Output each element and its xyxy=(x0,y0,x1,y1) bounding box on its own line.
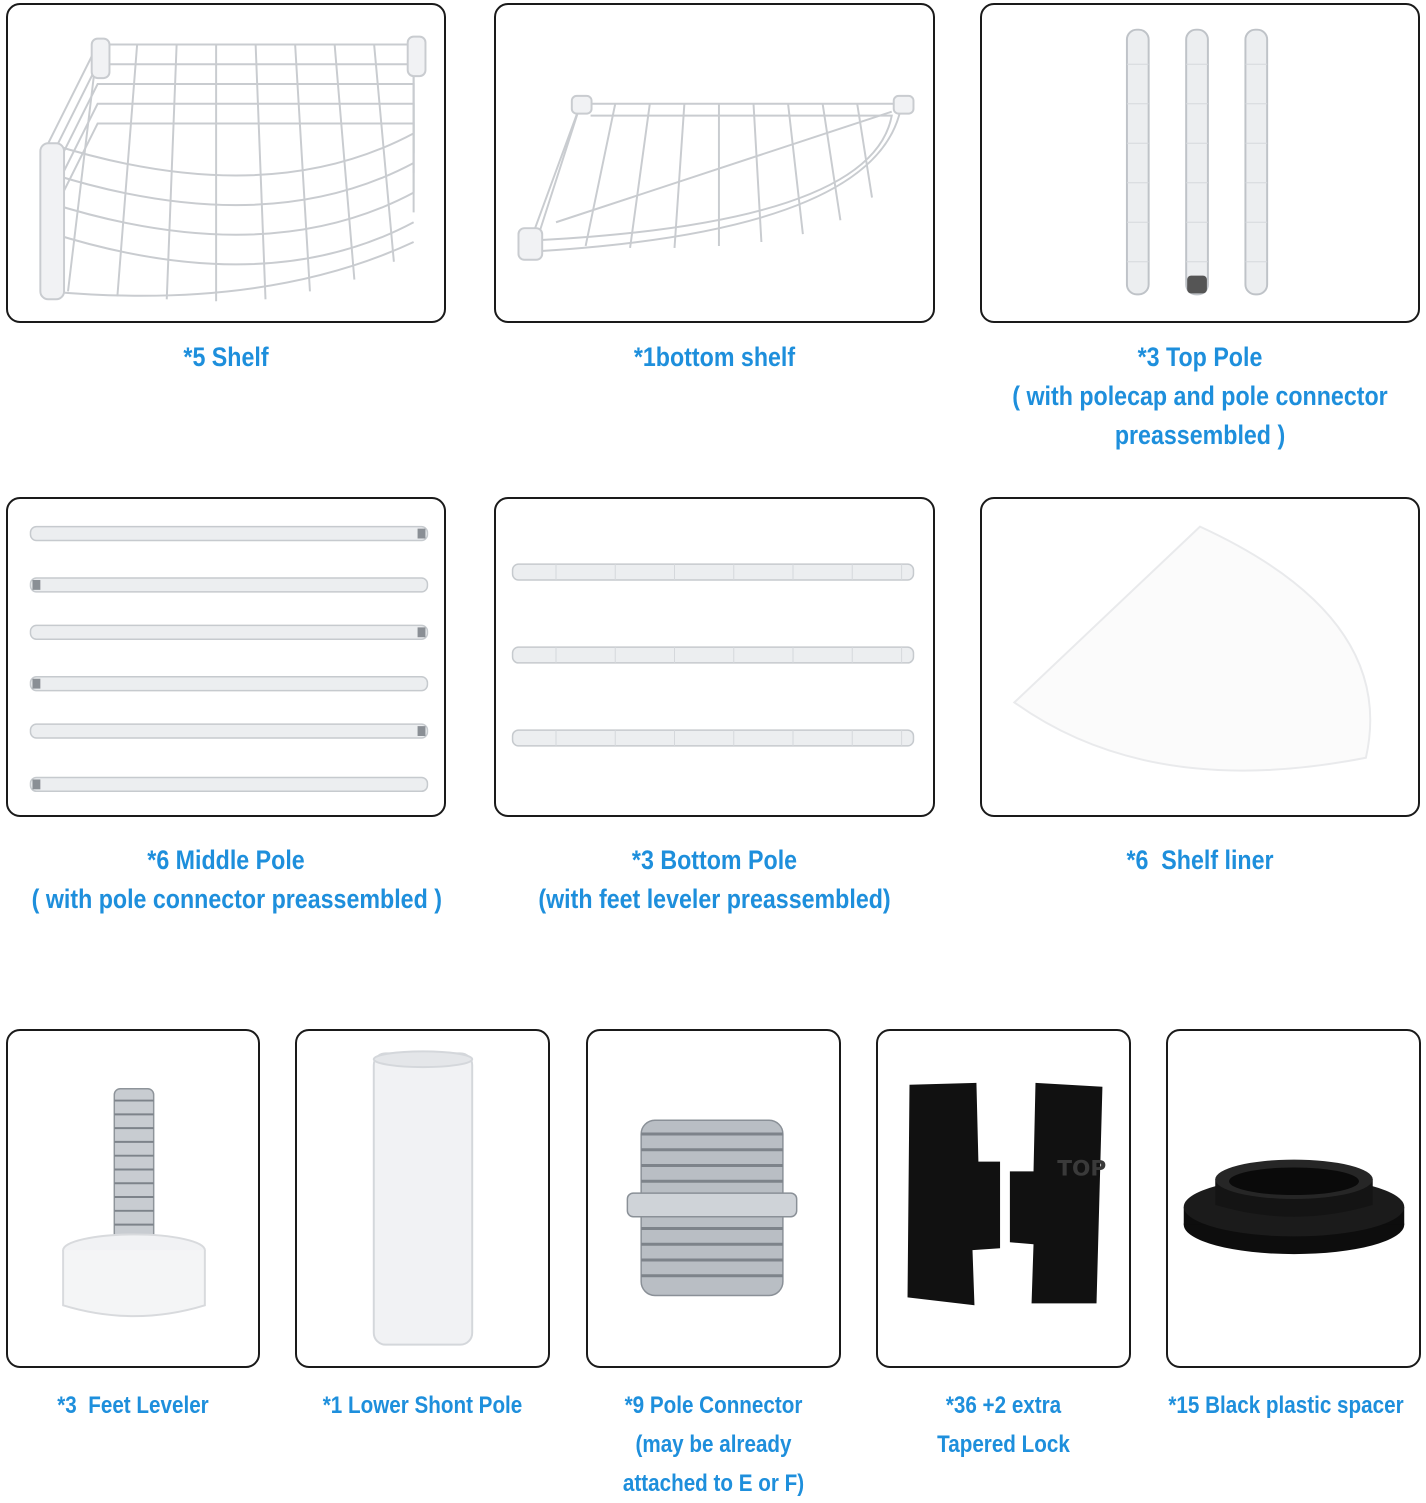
shelf-liner-icon xyxy=(982,499,1418,815)
shelf-liner-panel xyxy=(980,497,1420,817)
pole-connector-caption: *9 Pole Connector (may be already attached to E or F) xyxy=(622,1392,805,1497)
lower-short-pole-caption: *1 Lower Shont Pole xyxy=(322,1392,523,1419)
split-sleeve-icon xyxy=(878,1031,1129,1366)
tapered-lock-caption: *36 +2 extra Tapered Lock xyxy=(937,1392,1070,1458)
middle-pole-caption: *6 Middle Pole ( with pole connector preassembled ) xyxy=(31,845,442,914)
metal-connector-icon xyxy=(588,1031,839,1366)
bottom-shelf-panel xyxy=(494,3,935,323)
top-pole-caption: *3 Top Pole ( with polecap and pole connector preassembled ) xyxy=(1012,342,1388,450)
top-pole-panel xyxy=(980,3,1420,323)
corner-shelf-icon xyxy=(496,5,933,321)
shelf-liner-caption: *6 Shelf liner xyxy=(1126,845,1274,875)
plastic-spacer-panel xyxy=(1166,1029,1421,1368)
ring-spacer-icon xyxy=(1168,1031,1419,1366)
bottom-poles-icon xyxy=(496,499,933,815)
top-embossed-text: TOP xyxy=(1057,1156,1107,1182)
bottom-pole-caption: *3 Bottom Pole (with feet leveler preassembled) xyxy=(538,845,891,914)
horizontal-poles-icon xyxy=(8,499,444,815)
feet-leveler-caption: *3 Feet Leveler xyxy=(57,1392,209,1419)
pole-connector-panel xyxy=(586,1029,841,1368)
threaded-foot-icon xyxy=(8,1031,258,1366)
plastic-spacer-caption: *15 Black plastic spacer xyxy=(1168,1392,1404,1419)
bottom-shelf-caption: *1bottom shelf xyxy=(633,342,796,372)
stacked-shelves-icon xyxy=(8,5,444,321)
lower-short-pole-panel xyxy=(295,1029,550,1368)
tapered-lock-panel xyxy=(876,1029,1131,1368)
short-pole-icon xyxy=(297,1031,548,1366)
bottom-pole-panel xyxy=(494,497,935,817)
middle-pole-panel xyxy=(6,497,446,817)
feet-leveler-panel xyxy=(6,1029,260,1368)
vertical-poles-icon xyxy=(982,5,1418,321)
shelf-panel xyxy=(6,3,446,323)
shelf-caption: *5 Shelf xyxy=(183,342,269,372)
